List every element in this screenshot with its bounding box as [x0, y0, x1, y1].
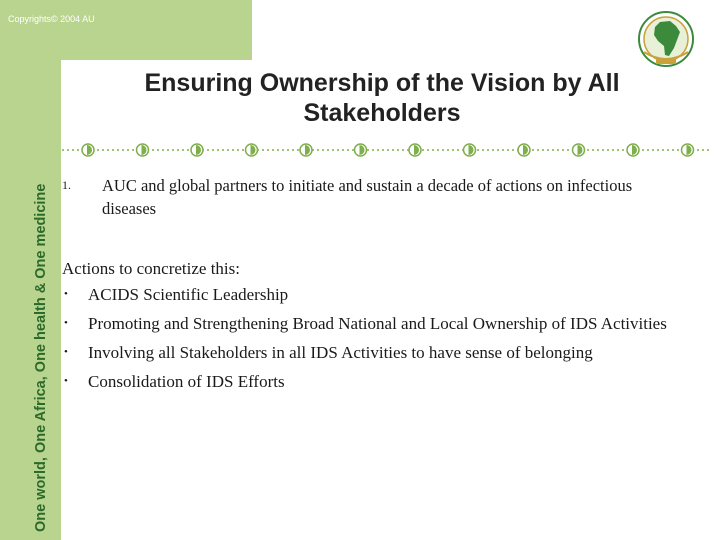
- list-item-text: Promoting and Strengthening Broad National and Local Ownership of IDS Activities: [88, 314, 667, 333]
- numbered-item: [62, 174, 682, 220]
- divider-motif-icon: [573, 144, 585, 156]
- sidebar-slogan: One world, One Africa, One health & One medicine: [33, 183, 49, 532]
- bullet-icon: •: [64, 375, 68, 387]
- list-item: [62, 370, 692, 393]
- list-item: [62, 283, 692, 306]
- list-item-text: ACIDS Scientific Leadership: [88, 285, 289, 304]
- actions-heading: Actions to concretize this:: [62, 259, 240, 278]
- copyright-text: Copyrights© 2004 AU: [8, 14, 95, 24]
- decorative-divider: [62, 140, 710, 160]
- slide-title: Ensuring Ownership of the Vision by All Stakeholders: [144, 69, 620, 127]
- item-text: AUC and global partners to initiate and sustain a decade of actions on infectious diseases: [102, 176, 633, 218]
- au-emblem-logo: [636, 10, 696, 68]
- actions-list: [62, 283, 692, 393]
- actions-section: [62, 257, 692, 393]
- sidebar-band: [0, 0, 61, 540]
- divider-motif-icon: [191, 144, 203, 156]
- divider-motif-icon: [682, 144, 694, 156]
- list-item-text: Consolidation of IDS Efforts: [88, 372, 285, 391]
- divider-motif-icon: [300, 144, 312, 156]
- divider-motif-icon: [464, 144, 476, 156]
- list-item: [62, 341, 692, 364]
- divider-motif-icon: [246, 144, 258, 156]
- divider-motif-icon: [82, 144, 94, 156]
- divider-motif-icon: [627, 144, 639, 156]
- divider-motif-icon: [355, 144, 367, 156]
- bullet-icon: •: [64, 346, 68, 358]
- list-item-text: Involving all Stakeholders in all IDS Activities to have sense of belonging: [88, 343, 593, 362]
- divider-motif-icon: [409, 144, 421, 156]
- list-item: [62, 312, 692, 335]
- bullet-icon: •: [64, 288, 68, 300]
- item-number: 1.: [62, 178, 71, 192]
- divider-motif-icon: [518, 144, 530, 156]
- divider-motif-icon: [137, 144, 149, 156]
- bullet-icon: •: [64, 317, 68, 329]
